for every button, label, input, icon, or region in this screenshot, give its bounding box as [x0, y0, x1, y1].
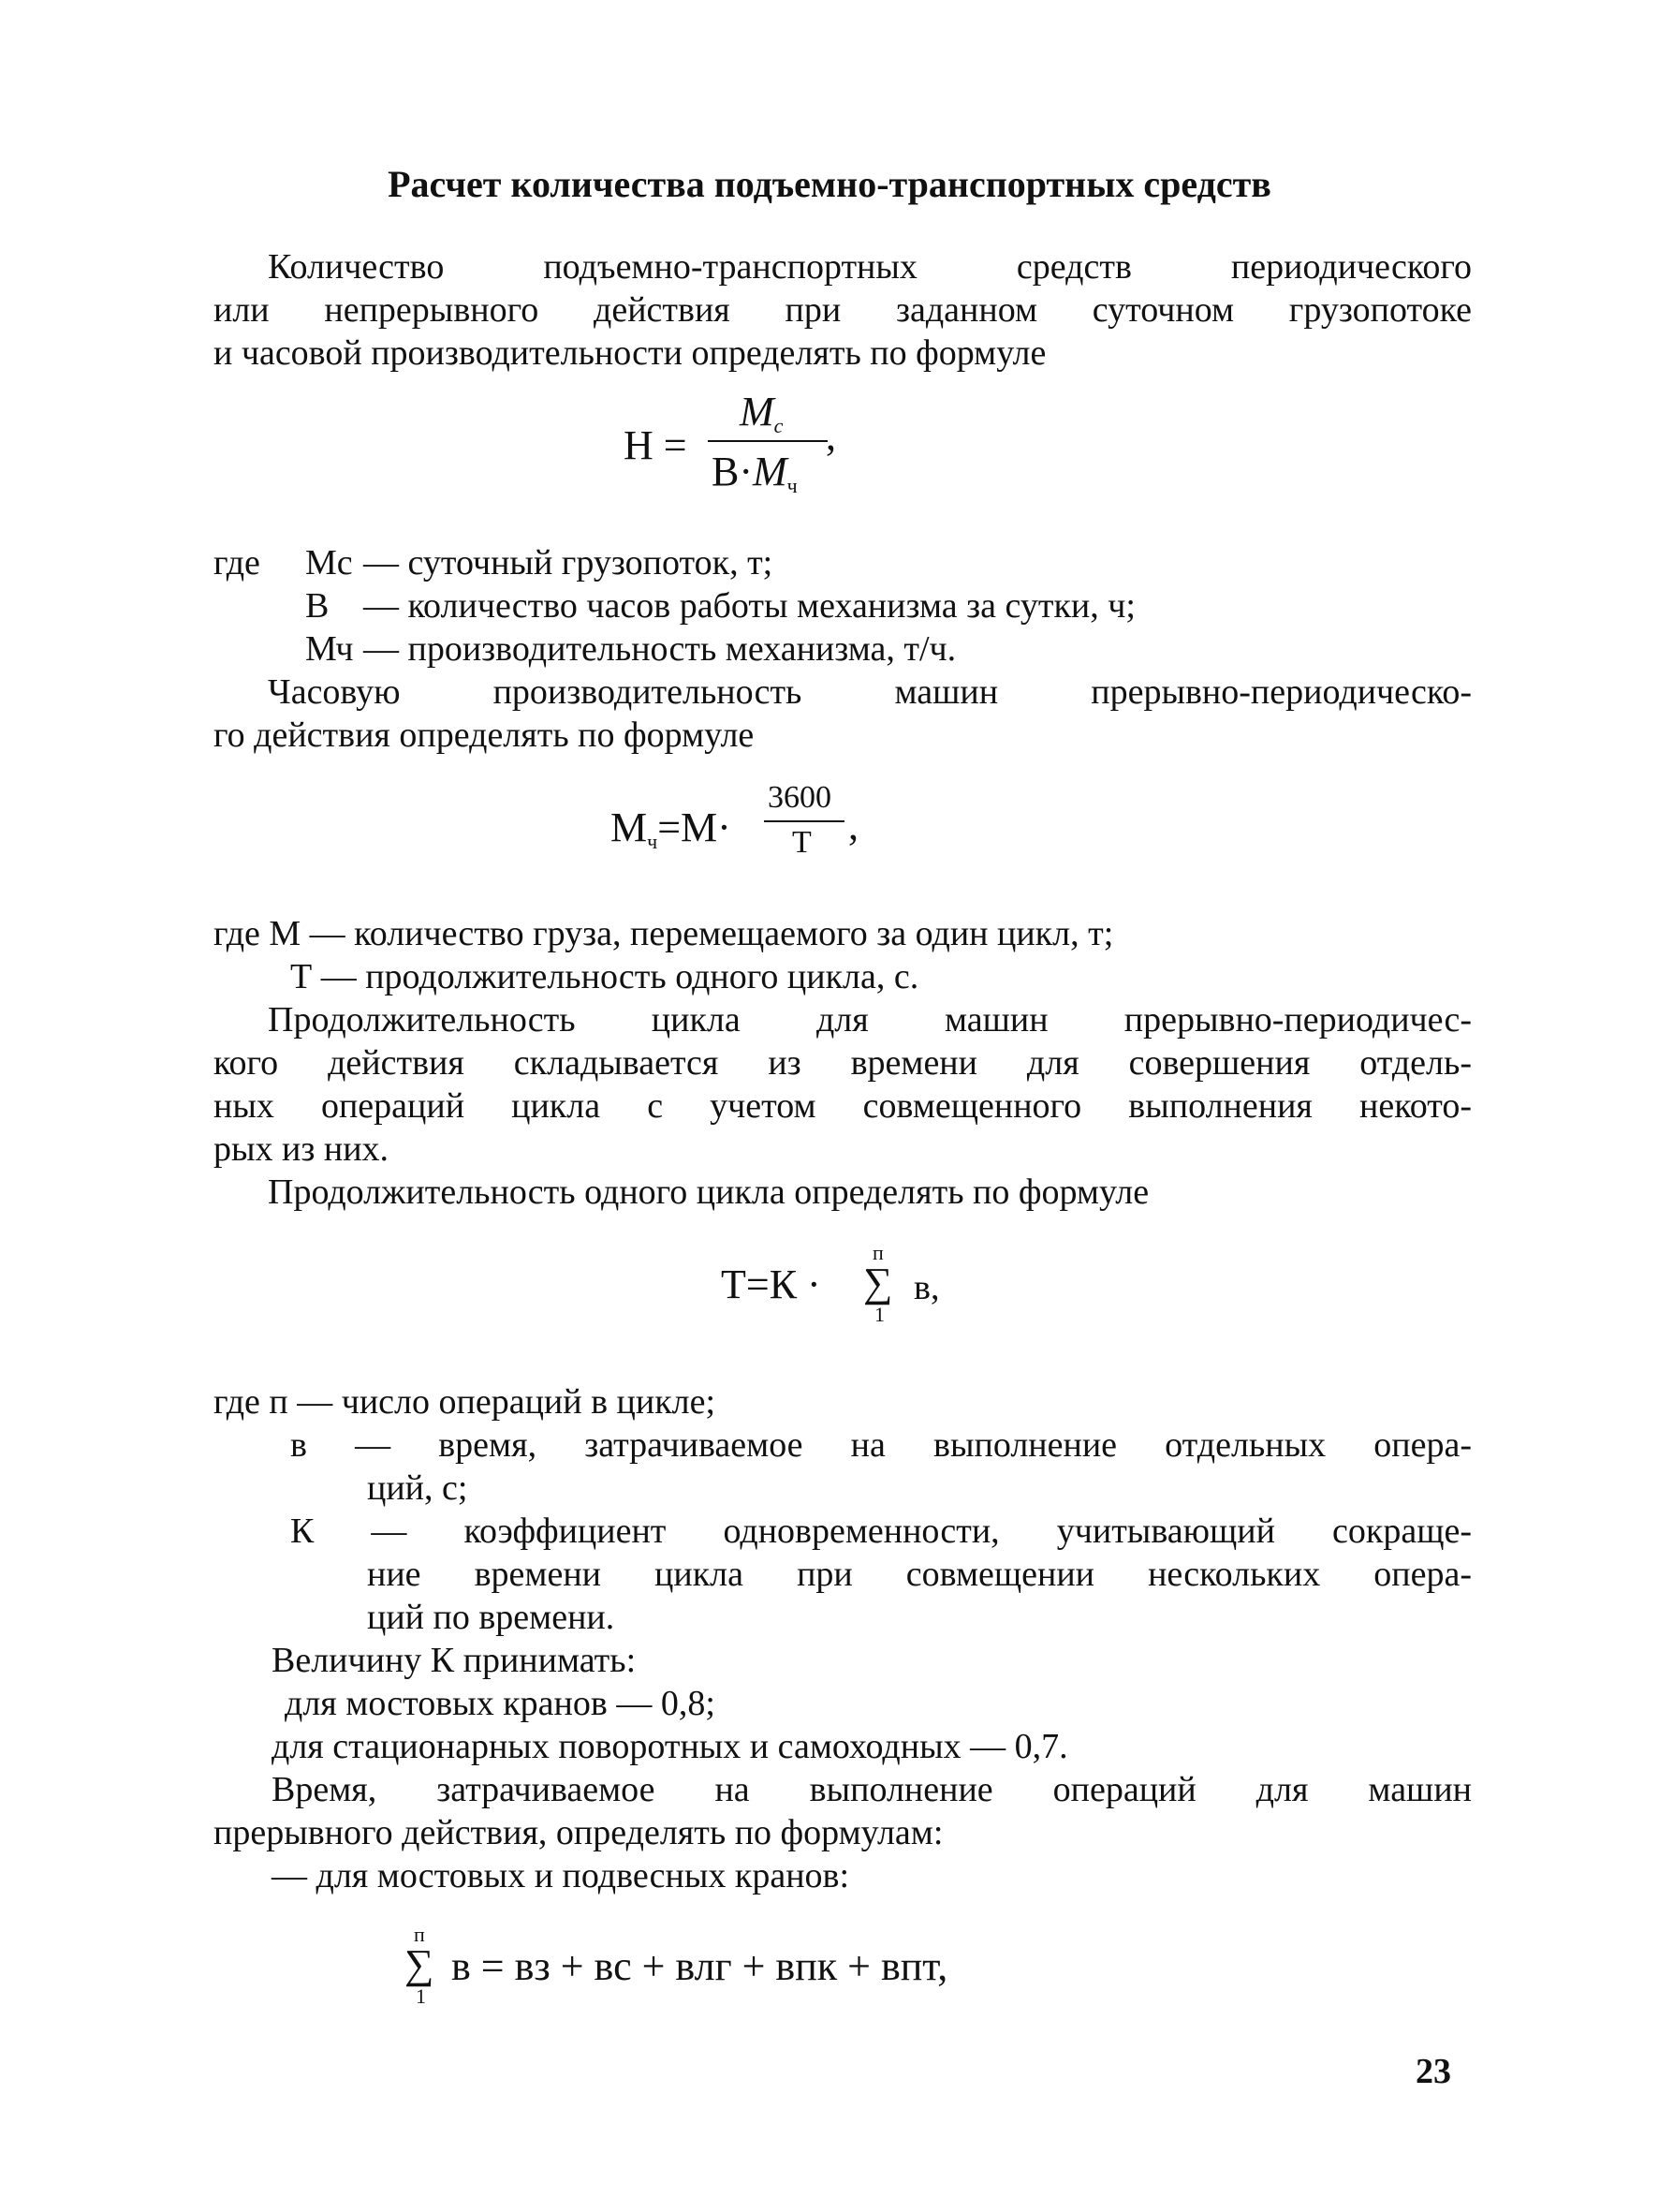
formula-2-lhs: $М_ч=М\cdot$: [610, 804, 731, 853]
where-3-k-line-1: К — коэффициент одновременности, учитывающий сокраще-: [290, 1512, 1472, 1551]
paragraph-3-line-2: кого действия складывается из времени для совершения отдель-: [213, 1043, 1472, 1083]
formula-3-sigma-upper: п: [873, 1241, 884, 1264]
formula-3-sigma-lower: 1: [874, 1303, 885, 1326]
formula-1-denominator: $В\cdot М_ч$: [712, 449, 798, 497]
paragraph-6-line-1: Время, затрачиваемое на выполнение операций для машин: [272, 1770, 1472, 1809]
section-heading: Расчет количества подъемно-транспортных средств: [388, 163, 1271, 205]
formula-4-sigma: ∑: [404, 1941, 434, 1987]
formula-2-numerator: 3600: [768, 780, 831, 815]
where-1-symbol-b: В: [305, 586, 330, 626]
where-1-symbol-mch: Мч: [305, 629, 354, 669]
paragraph-1-line-2: или непрерывного действия при заданном суточном грузопотоке: [213, 290, 1472, 330]
where-3-k-line-2: ние времени цикла при совмещении нескольких опера-: [367, 1555, 1472, 1594]
where-2-line-1: где М — количество груза, перемещаемого за один цикл, т;: [213, 914, 1114, 953]
where-3-n: где п — число операций в цикле;: [213, 1382, 716, 1422]
paragraph-2-line-2: го действия определять по формуле: [213, 715, 755, 755]
formula-1-comma: ,: [826, 413, 836, 459]
where-1-label: где: [213, 543, 260, 582]
where-3-b-line-1: в — время, затрачиваемое на выполнение отдельных опера-: [290, 1425, 1472, 1465]
formula-3-lhs: Т=К ·: [721, 1261, 821, 1307]
formula-3-sigma: ∑: [863, 1260, 893, 1305]
paragraph-2-line-1: Часовую производительность машин прерывно-периодическо-: [268, 672, 1472, 712]
formula-3-tail: в,: [914, 1268, 940, 1307]
formula-4-sigma-upper: п: [414, 1923, 425, 1946]
formula-1-fraction-bar: [708, 440, 828, 442]
paragraph-4: Продолжительность одного цикла определять по формуле: [268, 1172, 1150, 1212]
paragraph-6-line-3: — для мостовых и подвесных кранов:: [272, 1856, 850, 1895]
formula-1-numerator: $М_с$: [740, 389, 784, 437]
paragraph-5-line-1: Величину К принимать:: [272, 1641, 637, 1680]
formula-4-sigma-lower: 1: [416, 1984, 426, 2008]
where-3-b-line-2: ций, с;: [367, 1468, 468, 1508]
paragraph-1-line-3: и часовой производительности определять по формуле: [213, 333, 1047, 373]
paragraph-3-line-1: Продолжительность цикла для машин прерывно-периодичес-: [268, 1000, 1472, 1040]
where-1-desc-mc: — суточный грузопоток, т;: [363, 543, 773, 582]
where-1-desc-mch: — производительность механизма, т/ч.: [363, 629, 957, 669]
paragraph-1-line-1: Количество подъемно-транспортных средств периодического: [268, 247, 1472, 287]
paragraph-3-line-4: рых из них.: [213, 1129, 389, 1169]
where-1-symbol-mc: Мс: [305, 543, 353, 582]
paragraph-3-line-3: ных операций цикла с учетом совмещенного выполнения некото-: [213, 1086, 1472, 1126]
where-3-k-line-3: ций по времени.: [367, 1598, 615, 1637]
formula-2-fraction-bar: [764, 820, 844, 822]
formula-4-expression: в = вз + вс + влг + впк + впт,: [451, 1943, 948, 1989]
where-2-line-2: Т — продолжительность одного цикла, с.: [290, 957, 919, 996]
page-number: 23: [1416, 2052, 1451, 2091]
formula-2-denominator: Т: [792, 825, 812, 860]
paragraph-5-line-3: для стационарных поворотных и самоходных — 0,7.: [272, 1727, 1068, 1766]
formula-2-comma: ,: [848, 803, 859, 848]
where-1-desc-b: — количество часов работы механизма за сутки, ч;: [363, 586, 1136, 626]
formula-1-lhs: Н =: [624, 422, 687, 468]
paragraph-5-line-2: для мостовых кранов — 0,8;: [285, 1684, 715, 1723]
paragraph-6-line-2: прерывного действия, определять по формулам:: [213, 1813, 944, 1852]
